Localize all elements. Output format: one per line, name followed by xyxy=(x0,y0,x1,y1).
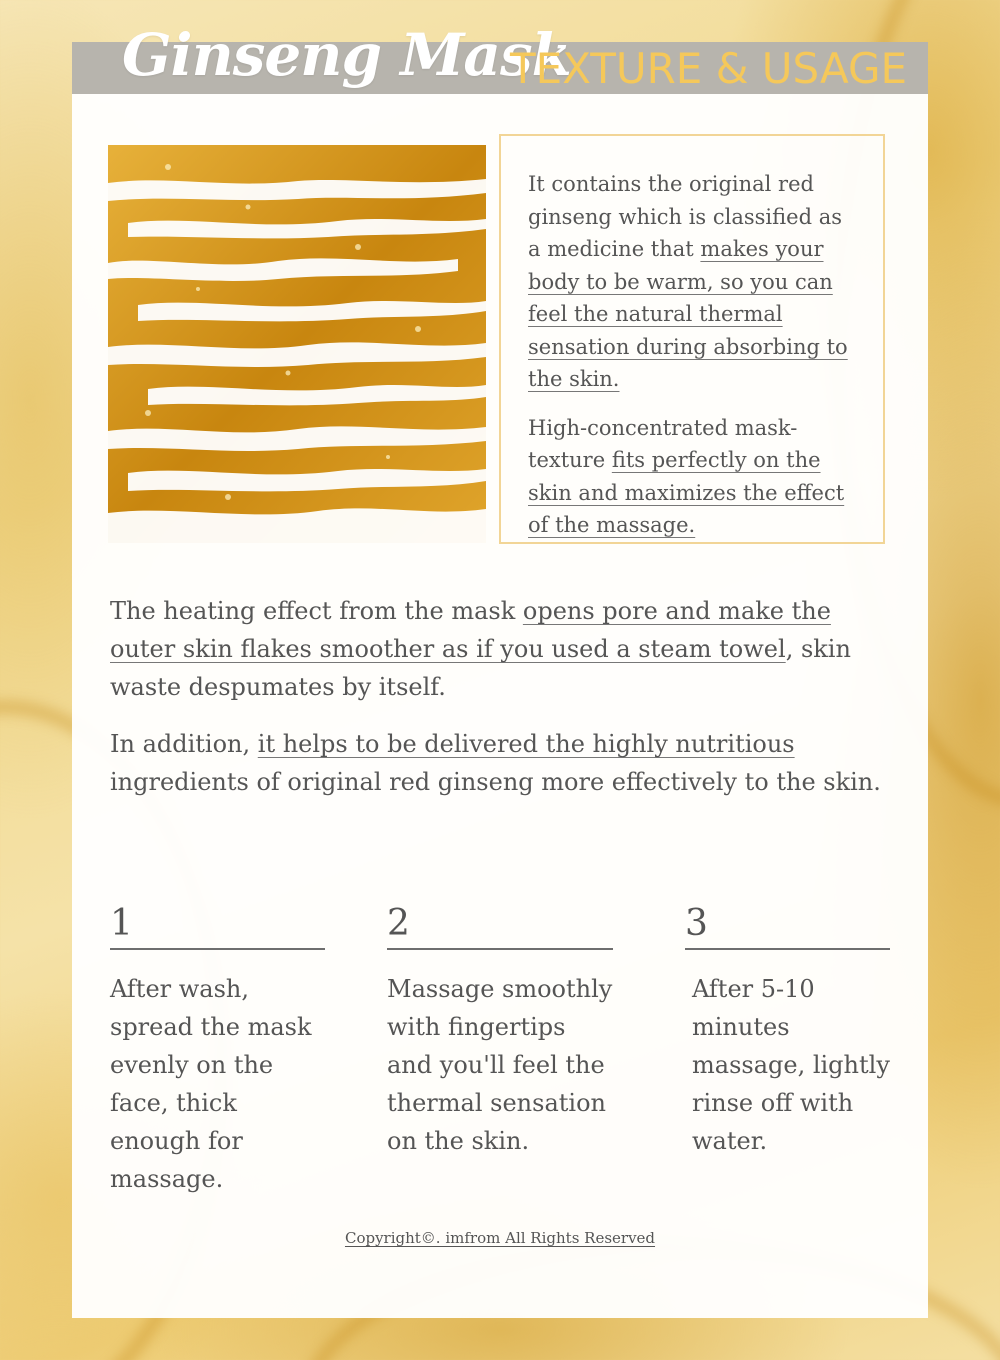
step-description: Massage smoothly with fingertips and you'll feel the thermal sensation on the skin. xyxy=(387,975,613,1155)
description-text: It contains the original red ginseng which is classified as a medicine that xyxy=(528,172,842,261)
body-text-segment: , skin waste despumates by itself. xyxy=(110,635,851,701)
step-description: After wash, spread the mask evenly on the face, thick enough for massage. xyxy=(110,975,312,1193)
usage-step xyxy=(685,904,890,1160)
mask-texture-image xyxy=(108,145,486,543)
step-number: 2 xyxy=(387,904,613,950)
body-highlight: opens pore and make the outer skin flakes smoother as if you used a steam towel xyxy=(110,597,831,663)
header-band xyxy=(72,21,928,94)
description-text: High-concentrated mask-texture xyxy=(528,415,798,472)
body-highlight: it helps to be delivered the highly nutritious xyxy=(257,730,795,758)
description-highlight: fits perfectly on the skin and maximizes the effect of the massage. xyxy=(528,448,845,537)
section-title: TEXTURE & USAGE xyxy=(510,44,908,93)
description-paragraph xyxy=(528,412,861,542)
description-highlight: makes your body to be warm, so you can feel the natural thermal sensation during absorbing to the skin. xyxy=(528,237,848,391)
content-card xyxy=(72,21,928,1318)
description-box xyxy=(499,134,885,544)
body-paragraph xyxy=(110,592,896,706)
usage-step xyxy=(387,904,613,1160)
usage-step xyxy=(110,904,325,1198)
copyright-footer xyxy=(72,1229,928,1247)
description-paragraph xyxy=(528,168,861,396)
brand-logo: Ginseng Mask xyxy=(122,21,571,89)
body-text-segment: ingredients of original red ginseng more effectively to the skin. xyxy=(110,768,881,796)
body-text-segment: In addition, xyxy=(110,730,258,758)
step-description: After 5-10 minutes massage, lightly rinse off with water. xyxy=(692,975,890,1155)
body-text xyxy=(110,592,896,820)
step-number: 1 xyxy=(110,904,325,950)
copyright-text: Copyright©. imfrom All Rights Reserved xyxy=(344,1229,656,1247)
body-text-segment: The heating effect from the mask xyxy=(110,597,523,625)
body-paragraph xyxy=(110,725,896,801)
step-number: 3 xyxy=(685,904,890,950)
